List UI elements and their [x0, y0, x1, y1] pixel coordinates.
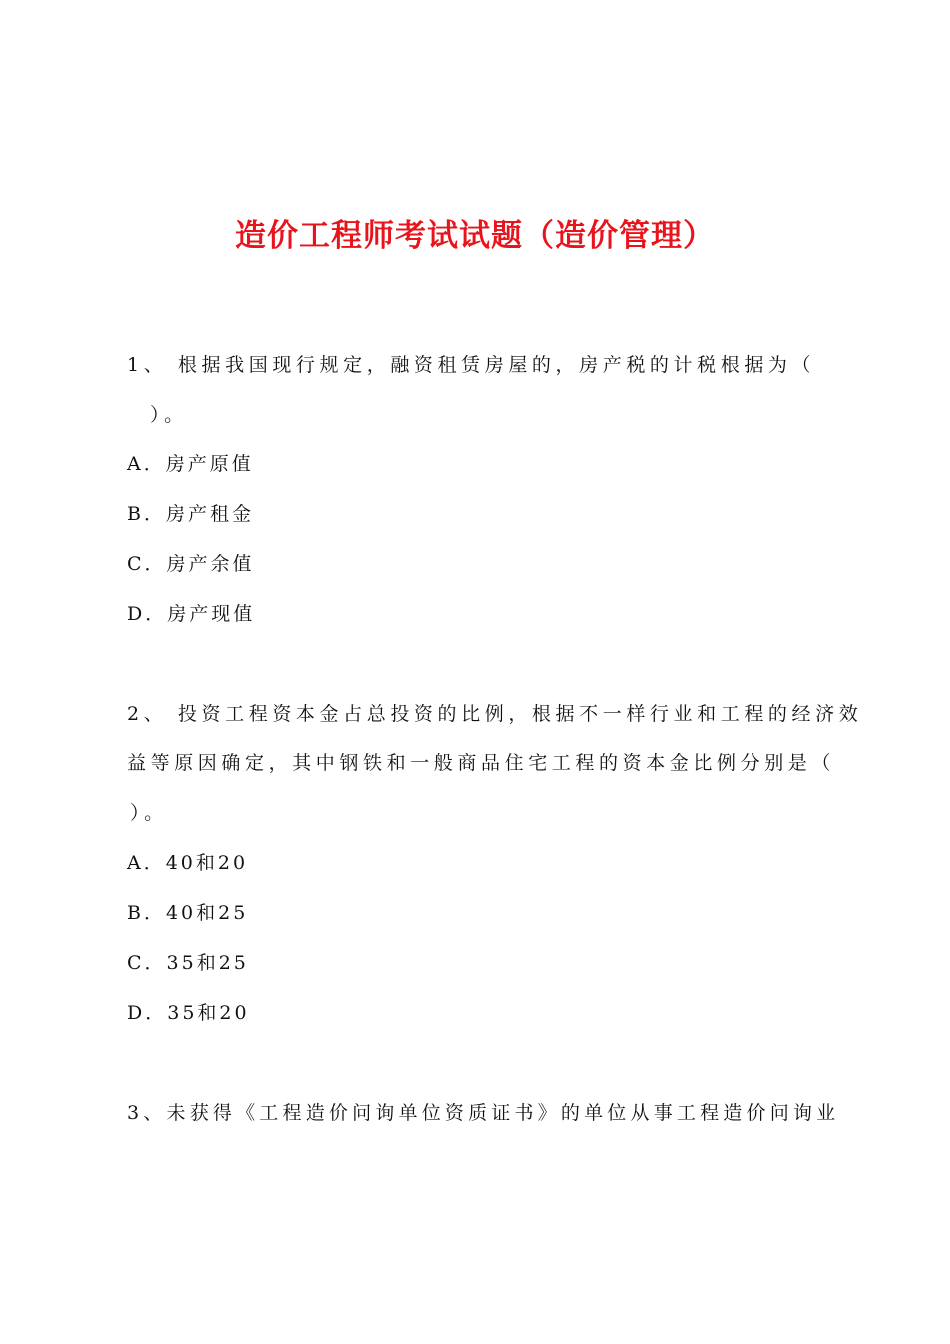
question-2-text-line-1: 2、 投资工程资本金占总投资的比例，根据不一样行业和工程的经济效 [127, 703, 863, 725]
question-2-text-line-3: ）。 [130, 802, 168, 824]
question-2-option-c: C．35和25 [127, 952, 249, 974]
question-2-option-d: D．35和20 [127, 1002, 250, 1024]
question-2-text-line-2: 益等原因确定，其中钢铁和一般商品住宅工程的资本金比例分别是（ [127, 752, 836, 774]
question-3-text-line-1: 3、未获得《工程造价问询单位资质证书》的单位从事工程造价问询业 [127, 1102, 840, 1124]
question-1-text-line-1: 1、 根据我国现行规定，融资租赁房屋的，房产税的计税根据为（ [127, 354, 816, 376]
document-title: 造价工程师考试试题（造价管理） [235, 218, 715, 254]
question-1-option-b: B．房产租金 [127, 503, 254, 525]
question-2-option-b: B．40和25 [127, 902, 249, 924]
question-1-option-c: C．房产余值 [127, 553, 255, 575]
question-1-text-line-2: ）。 [150, 404, 188, 426]
question-1-option-d: D．房产现值 [127, 603, 256, 625]
question-1-option-a: A．房产原值 [127, 453, 254, 475]
question-2-option-a: A．40和20 [127, 852, 249, 874]
